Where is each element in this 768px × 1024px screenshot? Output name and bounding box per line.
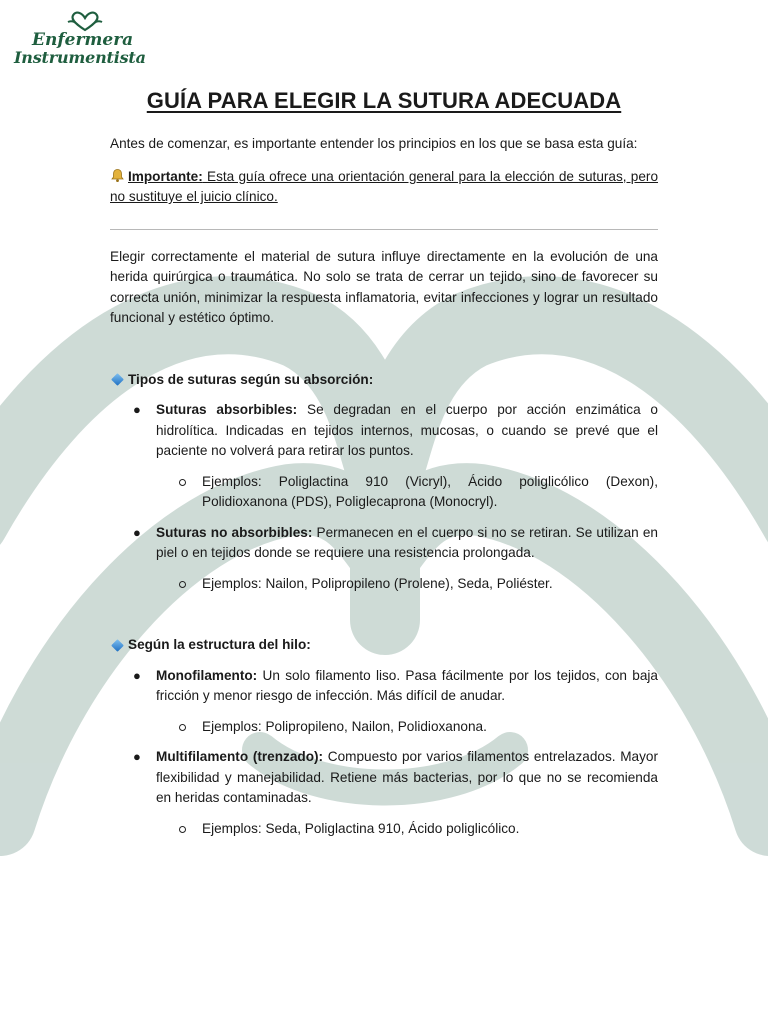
bullet-icon: ● [133, 402, 141, 417]
logo-line-1: Enfermera [32, 30, 134, 50]
sub-list-item [110, 717, 658, 738]
intro-text: Antes de comenzar, es importante entender los principios en los que se basa esta guía: [110, 136, 638, 151]
document-body [110, 86, 658, 849]
item-text: Compuesto por varios filamentos entrelazados. Mayor flexibilidad y manejabilidad. Retiene más bacterias, por lo que no se recomienda en heridas contaminadas. [156, 749, 658, 805]
divider [110, 229, 658, 230]
section-title-text: Según la estructura del hilo: [128, 637, 311, 652]
example-text: Ejemplos: Seda, Poliglactina 910, Ácido poliglicólico. [202, 820, 520, 836]
bullet-icon: ● [133, 749, 141, 764]
circle-bullet-icon [179, 724, 186, 731]
heart-hands-icon [66, 10, 104, 32]
important-label: Importante: [128, 168, 203, 184]
bell-icon [110, 168, 125, 183]
bullet-icon: ● [133, 667, 141, 683]
example-text: Ejemplos: Poliglactina 910 (Vicryl), Ácido poliglicólico (Dexon), Polidioxanona (PDS), Poliglecaprona (Monocryl). [202, 473, 658, 509]
example-text: Ejemplos: Nailon, Polipropileno (Prolene), Seda, Poliéster. [202, 575, 553, 591]
page-title: GUÍA PARA ELEGIR LA SUTURA ADECUADA [146, 88, 622, 113]
section-title-text: Tipos de suturas según su absorción: [128, 371, 374, 387]
circle-bullet-icon [179, 826, 186, 833]
item-text: Se degradan en el cuerpo por acción enzimática o hidrolítica. Indicadas en tejidos internos, mucosas, o cuando se prevé que el paciente no volverá para retirar los puntos. [156, 402, 658, 458]
bullet-icon: ● [133, 524, 141, 540]
sub-list-item [110, 472, 658, 513]
blue-diamond-icon [111, 373, 124, 386]
item-label: Suturas absorbibles: [156, 402, 298, 417]
sub-list-item [110, 819, 658, 840]
item-label: Monofilamento: [156, 667, 258, 683]
circle-bullet-icon [179, 479, 186, 486]
list-item [110, 747, 658, 809]
item-label: Multifilamento (trenzado): [156, 749, 324, 764]
item-text: Permanecen en el cuerpo si no se retiran. Se utilizan en piel o en tejidos donde se requiere una resistencia prolongada. [156, 524, 658, 560]
intro-paragraph: Elegir correctamente el material de sutura influye directamente en la evolución de una herida quirúrgica o traumática. No solo se trata de cerrar un tejido, sino de favorecer su correcta unión, minimizar la respuesta inflamatoria, evitar infecciones y lograr un resultado funcional y estético óptimo. [110, 248, 658, 325]
list-item [110, 523, 658, 564]
blue-diamond-icon [111, 639, 124, 652]
example-text: Ejemplos: Polipropileno, Nailon, Polidioxanona. [202, 718, 487, 734]
important-note [110, 167, 658, 208]
list-item [110, 400, 658, 462]
logo-line-2: Instrumentista [14, 48, 146, 67]
item-text: Un solo filamento liso. Pasa fácilmente por los tejidos, con baja fricción y menor riesgo de infección. Más difícil de anudar. [156, 667, 658, 703]
brand-logo [14, 8, 164, 68]
sub-list-item [110, 574, 658, 595]
section-absorption-title [110, 370, 658, 391]
item-label: Suturas no absorbibles: [156, 524, 313, 540]
list-item [110, 666, 658, 707]
section-structure-title [110, 635, 658, 656]
circle-bullet-icon [179, 581, 186, 588]
important-text: Esta guía ofrece una orientación general para la elección de suturas, pero no sustituye el juicio clínico. [110, 168, 659, 204]
